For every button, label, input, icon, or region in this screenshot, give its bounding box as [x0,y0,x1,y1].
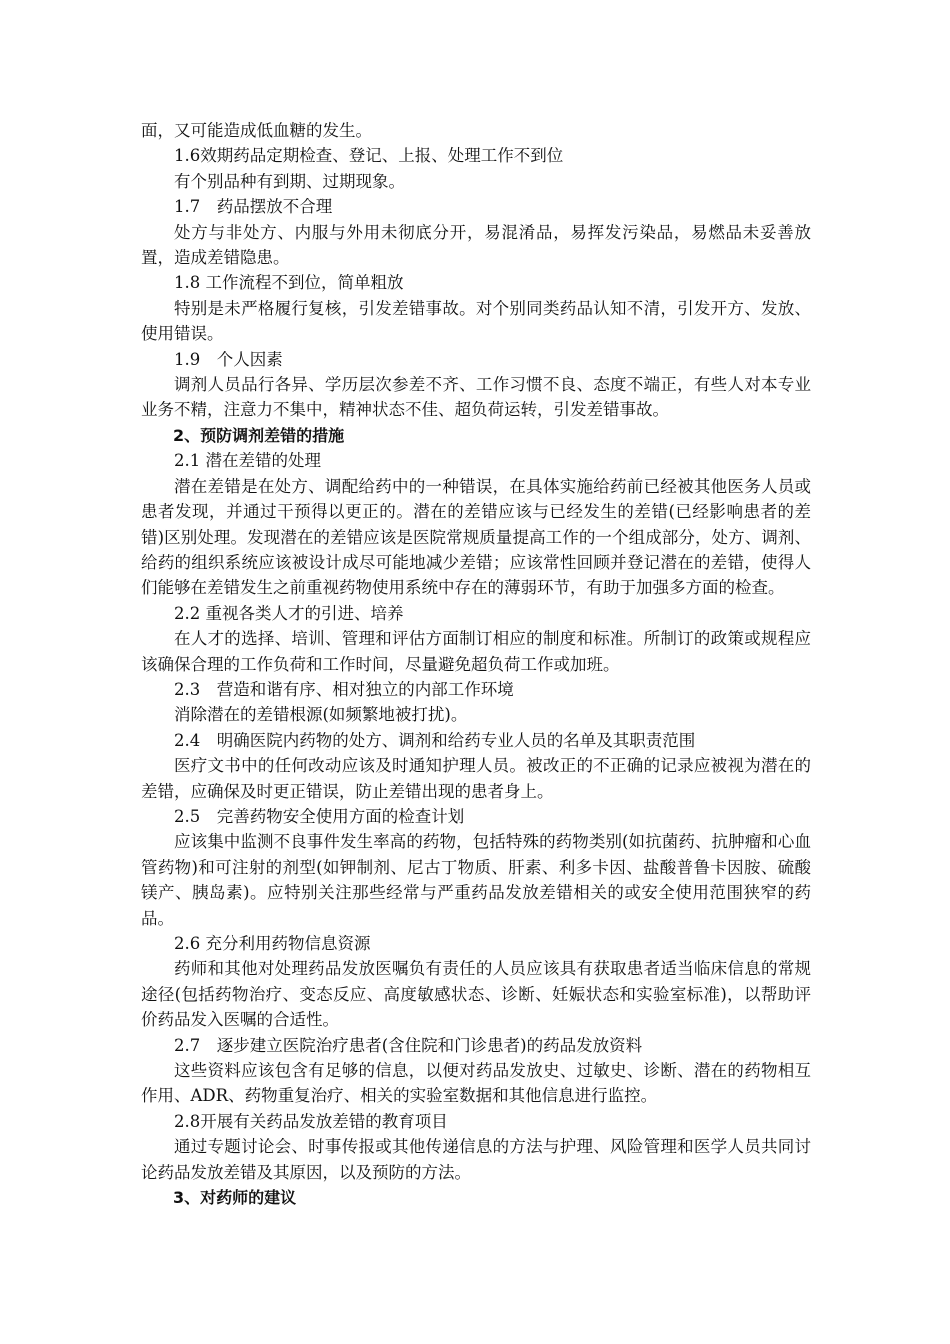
subheading-2-1: 2.1 潜在差错的处理 [174,451,321,471]
subheading-2-5: 2.5 完善药物安全使用方面的检查计划 [174,806,465,826]
paragraph-2-1: 潜在差错是在处方、调配给药中的一种错误，在具体实施给药前已经被其他医务人员或患者发现，并通过干预得以更正的。潜在的差错应该与已经发生的差错(已经影响患者的差错)区别处理。发现潜在的差错应该是医院常规质量提高工作的一个组成部分，处方、调剂、给药的组织系统应该被设计成尽可能地减少差错；应该常性回顾并登记潜在的差错，使得人们能够在差错发生之前重视药物使用系统中存在的薄弱环节，有助于加强多方面的检查。 [141,476,811,598]
paragraph-continuation: 面，又可能造成低血糖的发生。 [141,121,372,140]
section-heading-2: 2、预防调剂差错的措施 [173,425,345,445]
paragraph-2-5: 应该集中监测不良事件发生率高的药物，包括特殊的药物类别(如抗菌药、抗肿瘤和心血管药物)和可注射的剂型(如钾制剂、尼古丁物质、肝素、利多卡因、盐酸普鲁卡因胺、硫酸镁产、胰岛素)。应特别关注那些经常与严重药品发放差错相关的或安全使用范围狭窄的药品。 [141,832,811,928]
paragraph-2-8: 通过专题讨论会、时事传报或其他传递信息的方法与护理、风险管理和医学人员共同讨论药品发放差错及其原因，以及预防的方法。 [141,1137,811,1182]
subheading-2-8: 2.8开展有关药品发放差错的教育项目 [174,1111,448,1131]
paragraph-1-6: 有个别品种有到期、过期现象。 [174,171,405,191]
paragraph-2-4: 医疗文书中的任何改动应该及时通知护理人员。被改正的不正确的记录应被视为潜在的差错，应确保及时更正错误，防止差错出现的患者身上。 [141,756,811,801]
paragraph-2-3: 消除潜在的差错根源(如频繁地被打扰)。 [174,705,468,725]
subheading-1-9: 1.9 个人因素 [174,349,283,369]
subheading-1-6: 1.6效期药品定期检查、登记、上报、处理工作不到位 [174,146,564,166]
subheading-2-3: 2.3 营造和谐有序、相对独立的内部工作环境 [174,679,514,699]
subheading-2-7: 2.7 逐步建立医院治疗患者(含住院和门诊患者)的药品发放资料 [174,1035,643,1055]
subheading-2-6: 2.6 充分利用药物信息资源 [174,934,371,953]
section-heading-3: 3、对药师的建议 [173,1188,297,1208]
paragraph-2-6: 药师和其他对处理药品发放医嘱负有责任的人员应该具有获取患者适当临床信息的常规途径(包括药物治疗、变态反应、高度敏感状态、诊断、妊娠状态和实验室标准)，以帮助评价药品发入医嘱的合适性。 [141,959,811,1030]
paragraph-1-9: 调剂人员品行各异、学历层次参差不齐、工作习惯不良、态度不端正，有些人对本专业业务不精，注意力不集中，精神状态不佳、超负荷运转，引发差错事故。 [141,375,811,420]
paragraph-2-7: 这些资料应该包含有足够的信息，以便对药品发放史、过敏史、诊断、潜在的药物相互作用、ADR、药物重复治疗、相关的实验室数据和其他信息进行监控。 [141,1061,811,1106]
subheading-2-2: 2.2 重视各类人才的引进、培养 [174,603,404,623]
subheading-2-4: 2.4 明确医院内药物的处方、调剂和给药专业人员的名单及其职责范围 [174,730,696,750]
document-page [141,118,811,1210]
paragraph-1-7: 处方与非处方、内服与外用未彻底分开，易混淆品，易挥发污染品，易燃品未妥善放置，造成差错隐患。 [141,222,811,268]
paragraph-1-8: 特别是未严格履行复核，引发差错事故。对个别同类药品认知不清，引发开方、发放、使用错误。 [141,298,811,344]
paragraph-2-2: 在人才的选择、培训、管理和评估方面制订相应的制度和标准。所制订的政策或规程应该确保合理的工作负荷和工作时间，尽量避免超负荷工作或加班。 [141,629,811,674]
subheading-1-8: 1.8 工作流程不到位，简单粗放 [174,273,404,293]
subheading-1-7: 1.7 药品摆放不合理 [174,197,333,217]
